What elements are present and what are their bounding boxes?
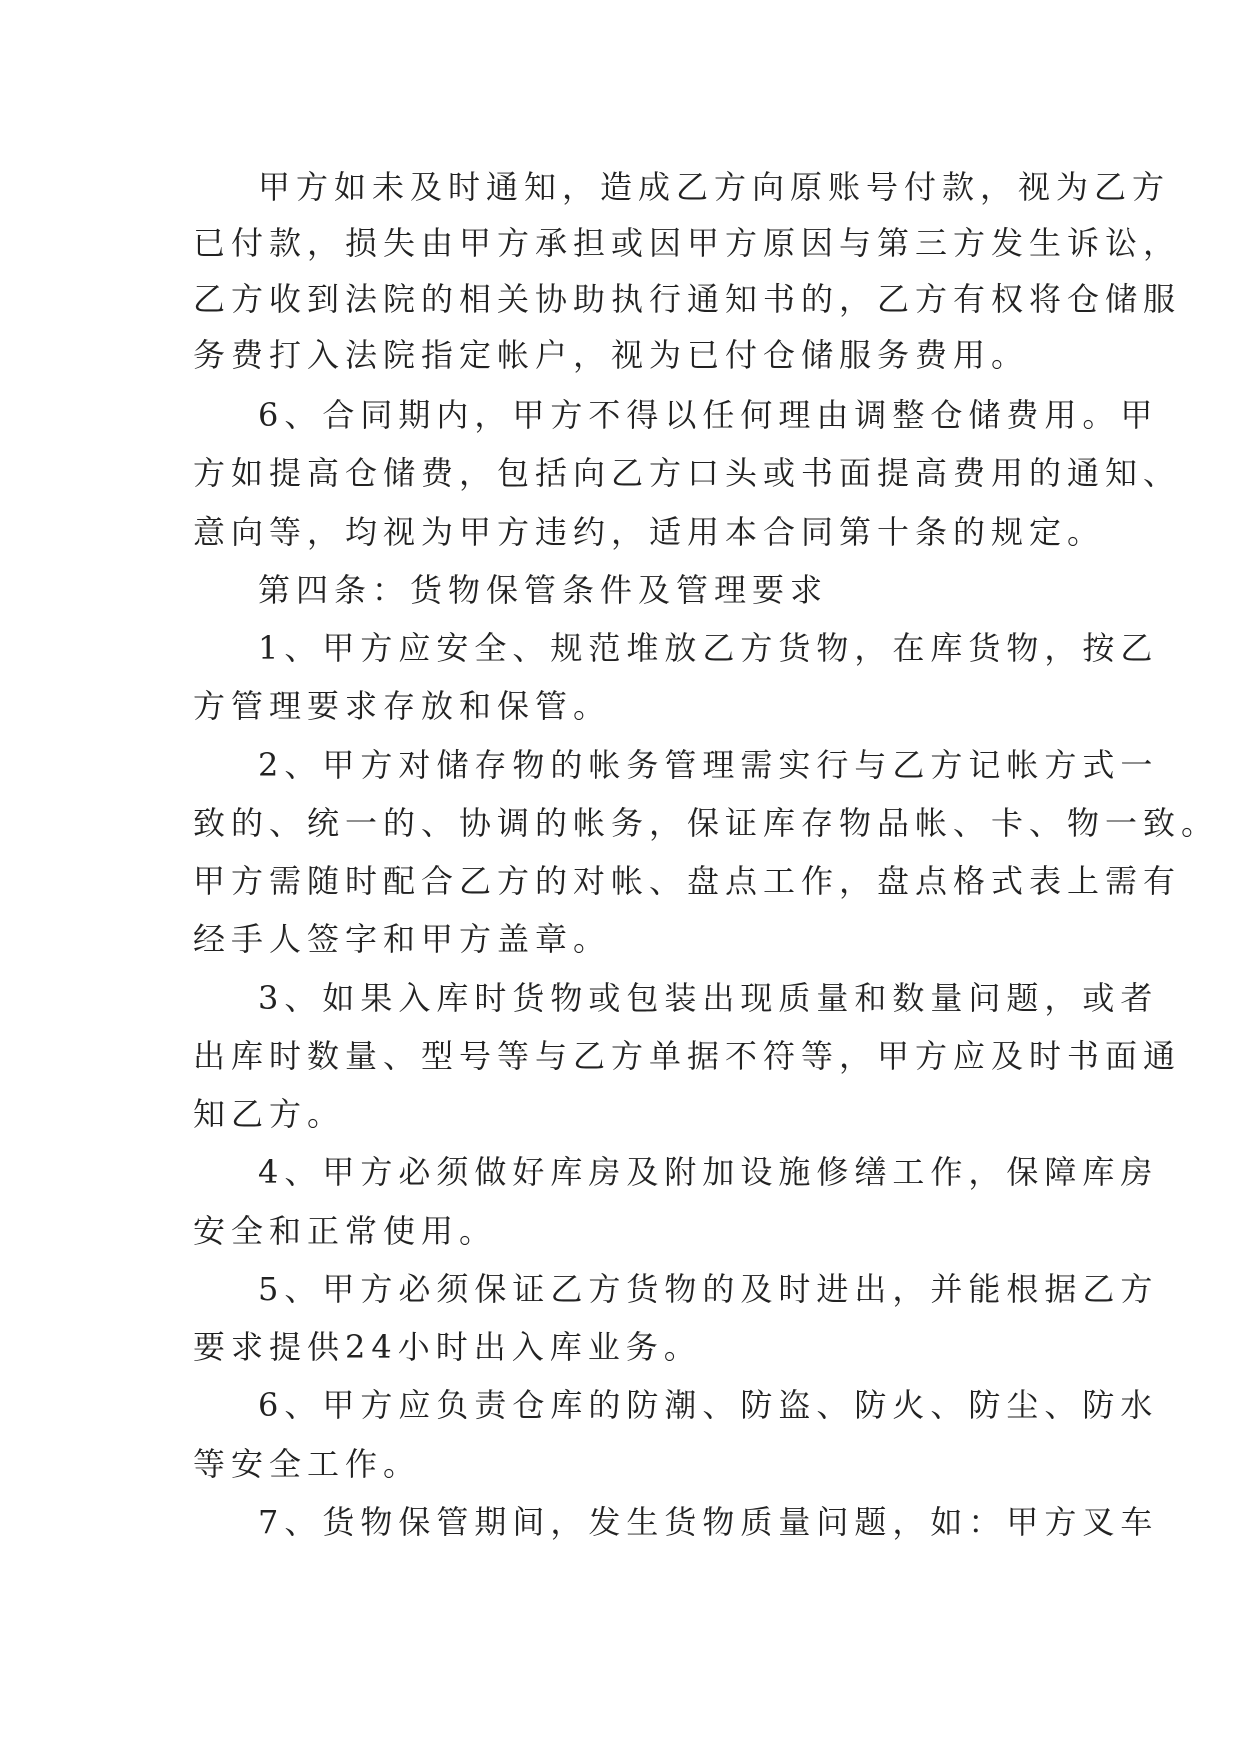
text-line: 1、甲方应安全、规范堆放乙方货物，在库货物，按乙 — [258, 629, 1159, 667]
text-line: 7、货物保管期间，发生货物质量问题，如：甲方叉车 — [258, 1503, 1159, 1541]
text-line: 意向等，均视为甲方违约，适用本合同第十条的规定。 — [193, 513, 1106, 551]
text-line: 5、甲方必须保证乙方货物的及时进出，并能根据乙方 — [258, 1270, 1159, 1308]
text-line: 6、合同期内，甲方不得以任何理由调整仓储费用。甲 — [258, 396, 1159, 434]
text-line: 6、甲方应负责仓库的防潮、防盗、防火、防尘、防水 — [258, 1386, 1159, 1424]
text-line: 2、甲方对储存物的帐务管理需实行与乙方记帐方式一 — [258, 746, 1159, 784]
text-line: 出库时数量、型号等与乙方单据不符等，甲方应及时书面通 — [193, 1037, 1182, 1075]
text-line: 甲方需随时配合乙方的对帐、盘点工作，盘点格式表上需有 — [193, 862, 1182, 900]
text-line: 知乙方。 — [193, 1095, 346, 1133]
text-line: 方如提高仓储费，包括向乙方口头或书面提高费用的通知、 — [193, 454, 1182, 492]
text-line: 致的、统一的、协调的帐务，保证库存物品帐、卡、物一致。 — [193, 804, 1220, 842]
text-line: 经手人签字和甲方盖章。 — [193, 920, 612, 958]
text-line: 甲方如未及时通知，造成乙方向原账号付款，视为乙方 — [258, 168, 1171, 206]
text-line: 安全和正常使用。 — [193, 1212, 498, 1250]
text-line: 要求提供24小时出入库业务。 — [193, 1328, 702, 1366]
text-line: 4、甲方必须做好库房及附加设施修缮工作，保障库房 — [258, 1153, 1159, 1191]
text-line: 方管理要求存放和保管。 — [193, 687, 612, 725]
text-line: 等安全工作。 — [193, 1445, 422, 1483]
text-line: 已付款，损失由甲方承担或因甲方原因与第三方发生诉讼， — [193, 224, 1182, 262]
section-heading: 第四条：货物保管条件及管理要求 — [258, 571, 829, 609]
text-line: 3、如果入库时货物或包装出现质量和数量问题，或者 — [258, 979, 1159, 1017]
text-line: 务费打入法院指定帐户，视为已付仓储服务费用。 — [193, 336, 1030, 374]
text-line: 乙方收到法院的相关协助执行通知书的，乙方有权将仓储服 — [193, 280, 1182, 318]
